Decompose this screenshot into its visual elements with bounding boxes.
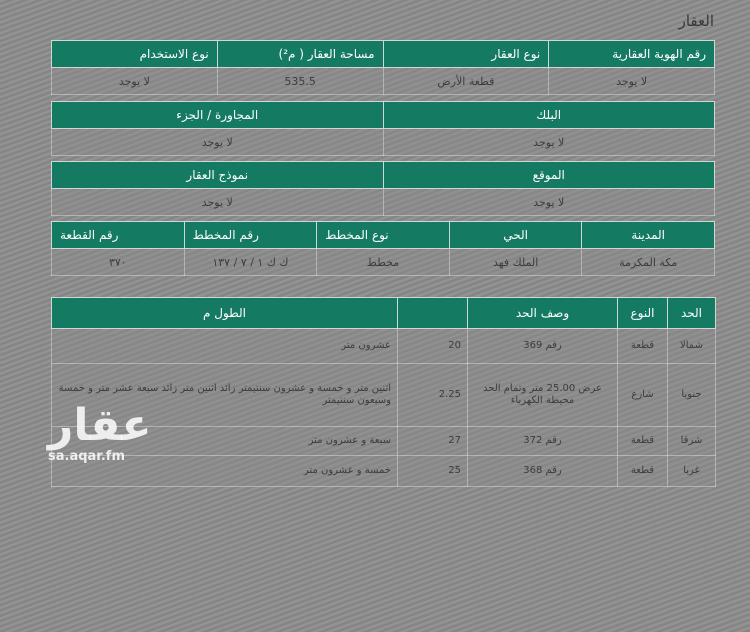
value-city: مكة المكرمة [582, 249, 715, 276]
header-neighborhood-part: المجاورة / الجزء [52, 102, 384, 129]
value-plot-number: ٣٧٠ [52, 249, 185, 276]
property-info-table [51, 40, 715, 95]
value-plan-type: مخطط [317, 249, 450, 276]
boundary-type: قطعة [618, 456, 668, 487]
boundary-side: جنوبا [668, 364, 716, 427]
header-city: المدينة [582, 222, 715, 249]
boundary-side: شمالا [668, 329, 716, 364]
header-property-area: مساحة العقار ( م²) [217, 41, 383, 68]
header-property-type: نوع العقار [383, 41, 549, 68]
value-neighborhood-part: لا يوجد [52, 129, 384, 156]
value-location: لا يوجد [383, 189, 715, 216]
header-empty [398, 298, 468, 329]
boundary-description: رقم 372 [468, 427, 618, 456]
header-plan-number: رقم المخطط [184, 222, 317, 249]
header-district: الحي [449, 222, 582, 249]
plan-table [51, 221, 715, 276]
boundary-length-number: 27 [398, 427, 468, 456]
boundary-type: قطعة [618, 427, 668, 456]
value-property-area: 535.5 [217, 68, 383, 95]
watermark-url: sa.aqar.fm [48, 449, 125, 464]
header-property-model: نموذج العقار [52, 162, 384, 189]
boundary-type: شارع [618, 364, 668, 427]
page-title: العقار [678, 12, 714, 30]
header-boundary: الحد [668, 298, 716, 329]
boundary-side: شرقا [668, 427, 716, 456]
header-block: البلك [383, 102, 715, 129]
boundary-description: رقم 369 [468, 329, 618, 364]
table-row [52, 329, 716, 364]
value-property-type: قطعة الأرض [383, 68, 549, 95]
boundary-side: غربا [668, 456, 716, 487]
header-location: الموقع [383, 162, 715, 189]
location-table [51, 161, 715, 216]
value-plan-number: ك ك ١ / ٧ / ١٣٧ [184, 249, 317, 276]
boundary-length-text: سبعة و عشرون متر [52, 427, 398, 456]
value-block: لا يوجد [383, 129, 715, 156]
aqar-watermark-logo [48, 400, 152, 464]
value-property-model: لا يوجد [52, 189, 384, 216]
header-plot-number: رقم القطعة [52, 222, 185, 249]
value-property-id: لا يوجد [549, 68, 715, 95]
header-property-id: رقم الهوية العقارية [549, 41, 715, 68]
header-boundary-description: وصف الحد [468, 298, 618, 329]
boundary-length-number: 2.25 [398, 364, 468, 427]
watermark-word: عقار [48, 400, 152, 451]
boundary-description: عرض 25.00 متر وتمام الحد محيطة الكهرباء [468, 364, 618, 427]
boundary-length-number: 25 [398, 456, 468, 487]
boundary-type: قطعة [618, 329, 668, 364]
boundary-length-text: خمسة و عشرون متر [52, 456, 398, 487]
block-table [51, 101, 715, 156]
boundary-length-text: اثنين متر و خمسة و عشرون سنتيمتر زائد اثنين متر زائد سبعة عشر متر و خمسة وسبعون سنتيمتر [52, 364, 398, 427]
boundary-description: رقم 368 [468, 456, 618, 487]
header-usage-type: نوع الاستخدام [52, 41, 218, 68]
boundary-length-text: عشرون متر [52, 329, 398, 364]
header-type: النوع [618, 298, 668, 329]
boundary-length-number: 20 [398, 329, 468, 364]
value-district: الملك فهد [449, 249, 582, 276]
header-plan-type: نوع المخطط [317, 222, 450, 249]
header-length: الطول م [52, 298, 398, 329]
value-usage-type: لا يوجد [52, 68, 218, 95]
